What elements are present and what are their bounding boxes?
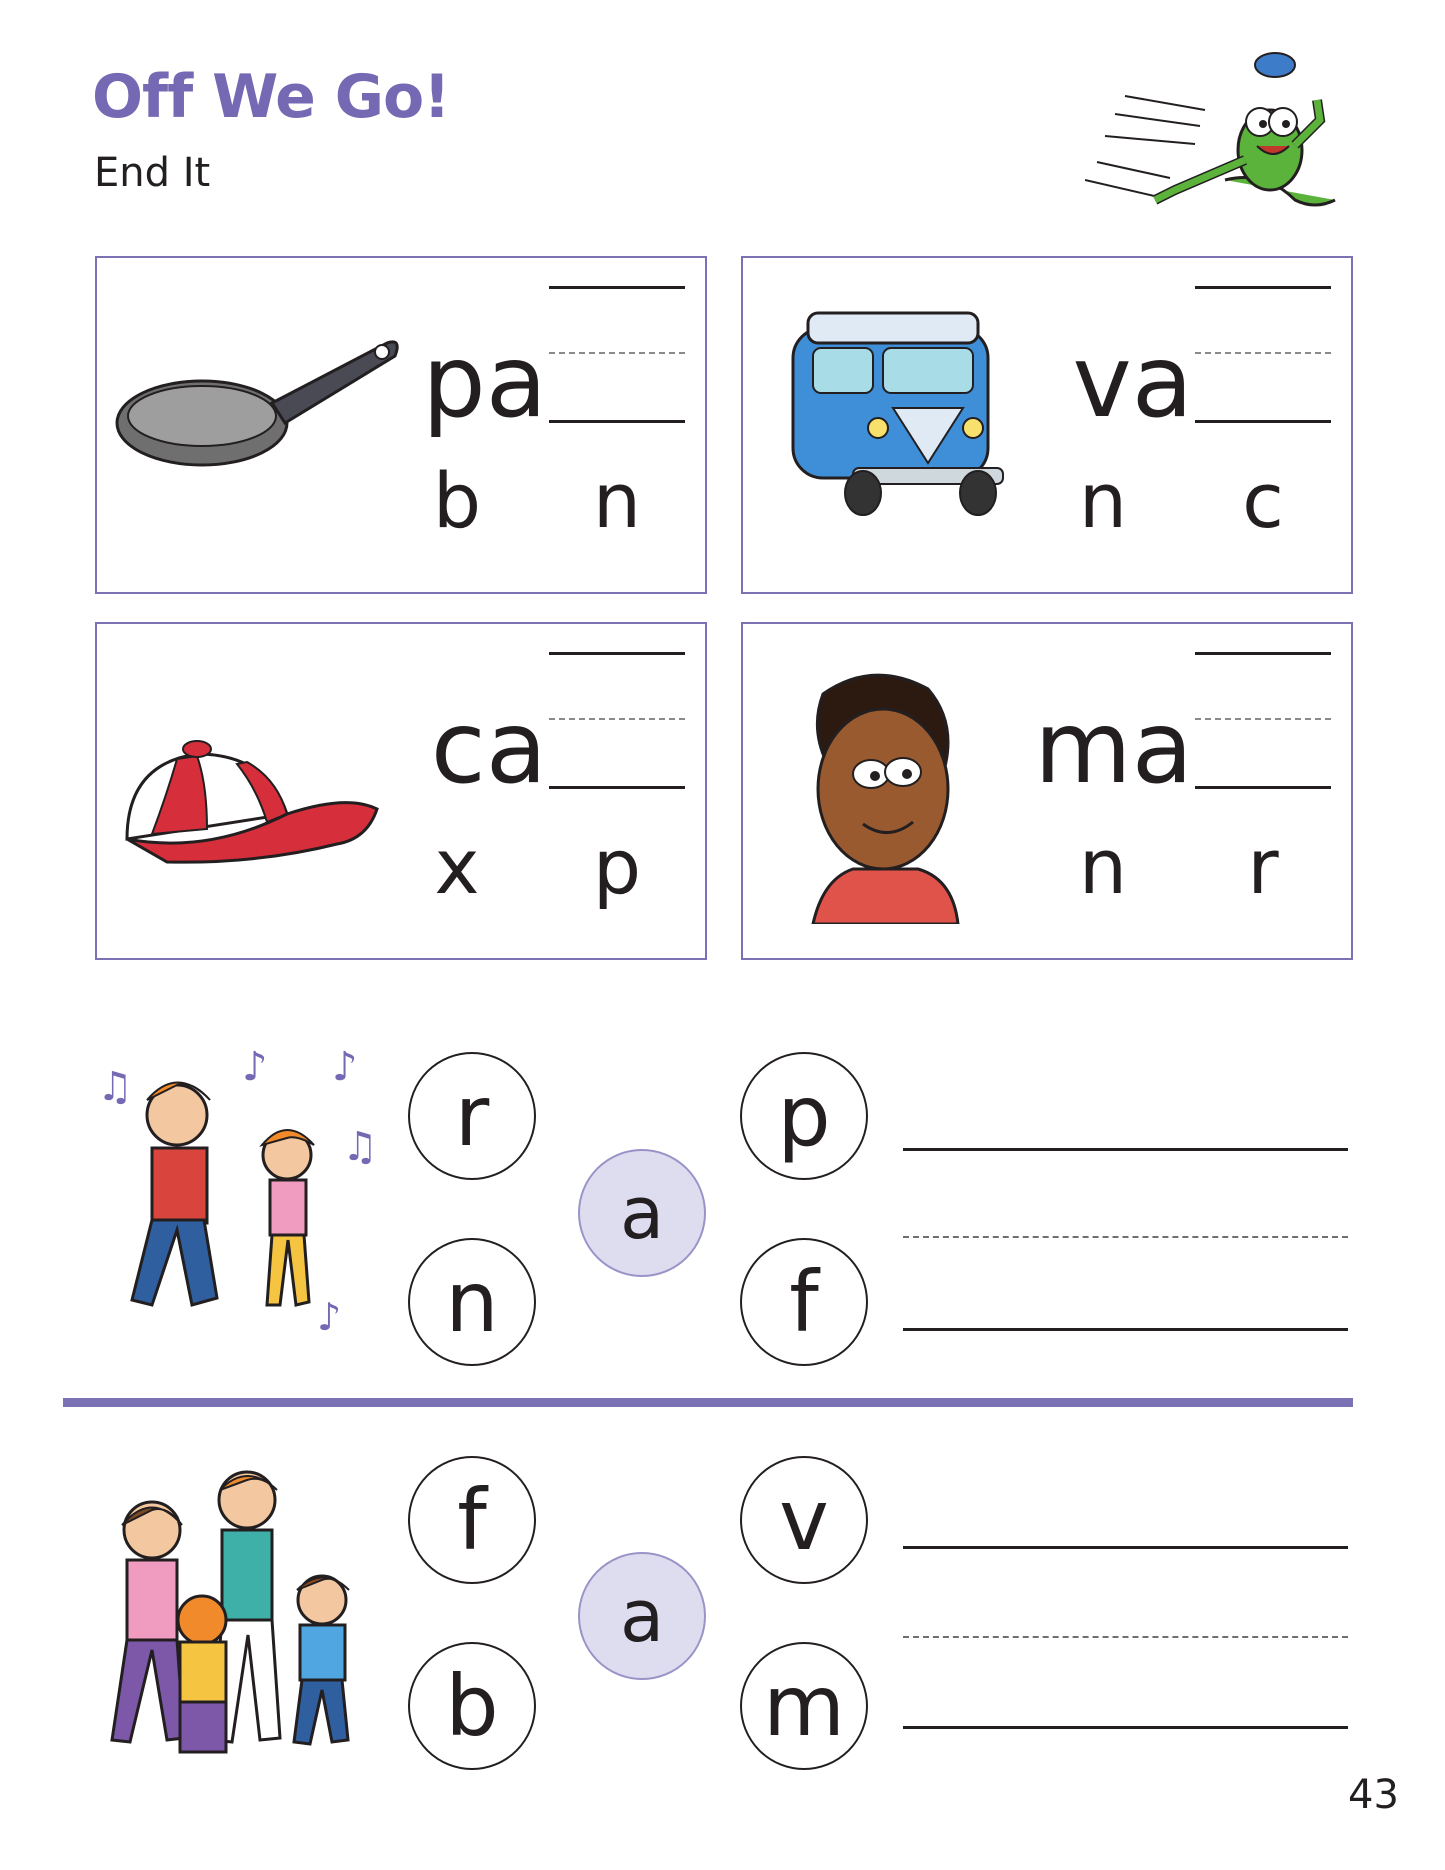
page-title: Off We Go! [92,62,450,132]
answer-line[interactable] [1195,420,1331,423]
answer-line[interactable] [903,1328,1348,1331]
word-stem: pa [422,323,547,440]
cap-icon [107,664,407,924]
letter-option[interactable]: p [592,822,642,911]
letter-option[interactable]: n [1078,822,1128,911]
writing-line-mid [1195,718,1331,720]
svg-text:♫: ♫ [342,1124,378,1170]
writing-line-top [1195,652,1331,655]
word-stem: ca [430,689,547,806]
letter-circle-left-bottom[interactable]: n [408,1238,536,1366]
letter-option[interactable]: r [1247,822,1279,911]
family-walking-icon [72,1470,402,1790]
letter-option[interactable]: b [432,456,482,545]
svg-text:♪: ♪ [317,1295,342,1339]
svg-text:♪: ♪ [332,1044,358,1090]
writing-line-mid [549,352,685,354]
writing-line-mid [903,1636,1348,1638]
answer-line[interactable] [549,420,685,423]
writing-line-mid [903,1236,1348,1238]
word-card-cap [95,622,707,960]
writing-line-top [549,652,685,655]
letter-circle-right-bottom[interactable]: m [740,1642,868,1770]
writing-line-mid [1195,352,1331,354]
word-stem: va [1072,323,1193,440]
vowel-circle: a [578,1552,706,1680]
dancing-people-icon [92,1040,392,1340]
letter-option[interactable]: n [1078,456,1128,545]
letter-option[interactable]: x [434,822,480,911]
writing-line-top [1195,286,1331,289]
page-subtitle: End It [94,150,211,196]
letter-circle-left-top[interactable]: r [408,1052,536,1180]
writing-line-mid [549,718,685,720]
svg-text:♪: ♪ [242,1044,268,1090]
letter-circle-right-top[interactable]: v [740,1456,868,1584]
letter-option[interactable]: c [1242,456,1284,545]
letter-option[interactable]: n [592,456,642,545]
letter-circle-right-top[interactable]: p [740,1052,868,1180]
writing-line-top [903,1148,1348,1151]
van-icon [753,298,1053,558]
section-divider [63,1398,1353,1407]
word-card-van [741,256,1353,594]
vowel-circle: a [578,1149,706,1277]
man-icon [753,664,1053,924]
answer-line[interactable] [549,786,685,789]
writing-line-top [903,1546,1348,1549]
word-stem: ma [1034,689,1193,806]
frog-mascot-icon [1085,50,1365,230]
letter-circle-right-bottom[interactable]: f [740,1238,868,1366]
writing-line-top [549,286,685,289]
svg-text:♫: ♫ [97,1064,133,1110]
letter-circle-left-bottom[interactable]: b [408,1642,536,1770]
letter-circle-left-top[interactable]: f [408,1456,536,1584]
word-card-pan [95,256,707,594]
word-card-man [741,622,1353,960]
answer-line[interactable] [1195,786,1331,789]
answer-line[interactable] [903,1726,1348,1729]
frying-pan-icon [107,298,407,558]
page-number: 43 [1348,1772,1399,1818]
